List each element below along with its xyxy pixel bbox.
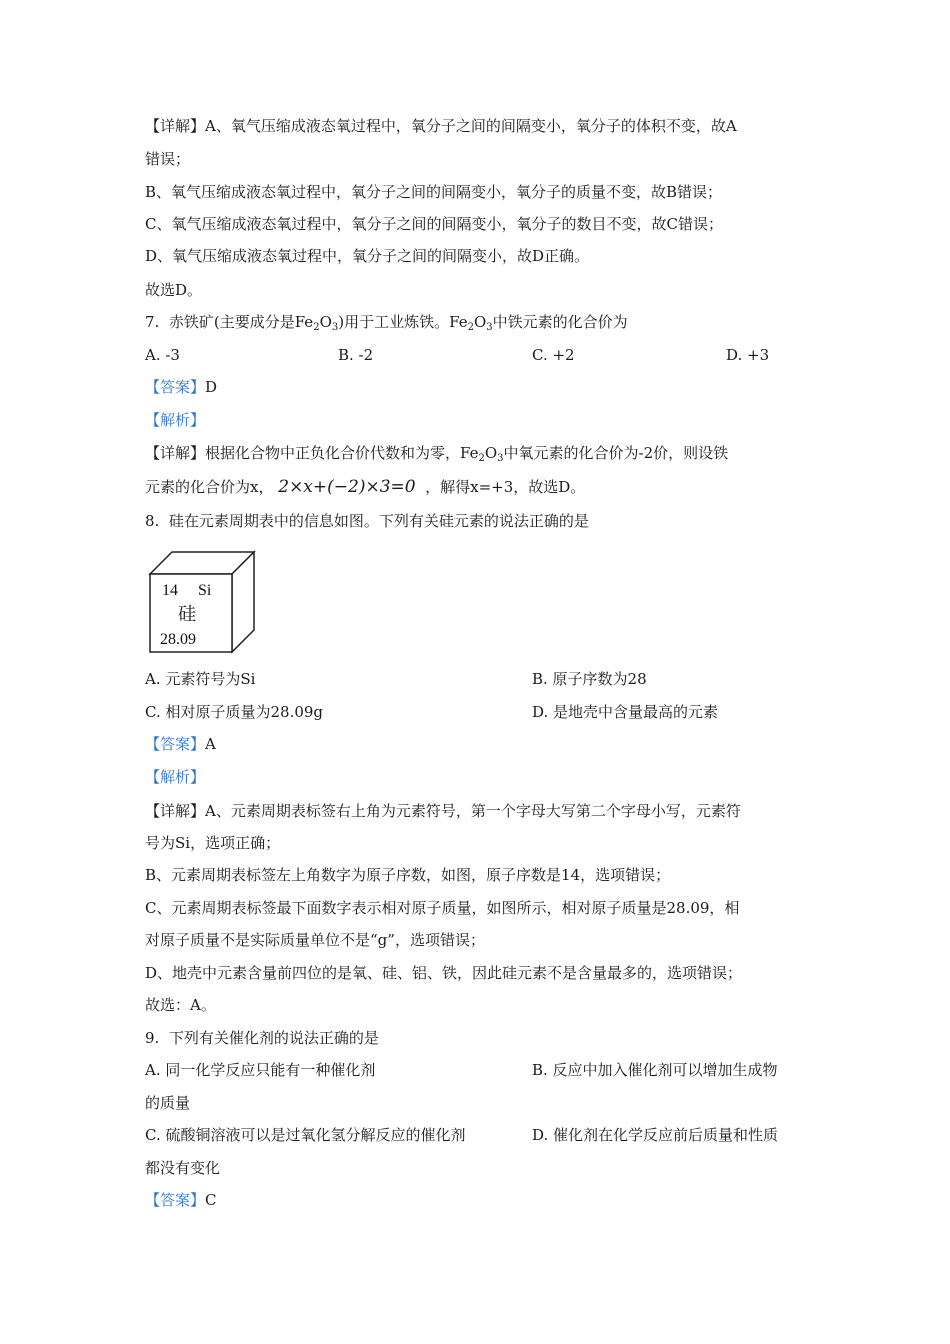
q7-option-a: A. -3 (145, 346, 180, 364)
q9-option-d-cont: 都没有变化 (145, 1159, 221, 1177)
q8-detail-b: B、元素周期表标签左上角数字为原子序数，如图，原子序数是14，选项错误； (145, 866, 671, 884)
q8-option-d: D. 是地壳中含量最高的元素 (532, 703, 719, 721)
q6-detail-c: C、氧气压缩成液态氧过程中，氧分子之间的间隔变小，氧分子的数目不变，故C错误； (145, 215, 723, 233)
answer-tag: 【答案】 (145, 1191, 206, 1209)
q8-detail-line-1: 【详解】A、元素周期表标签右上角为元素符号，第一个字母大写第二个字母小写，元素符 (145, 802, 741, 820)
q8-detail-c2: 对原子质量不是实际质量单位不是“g”，选项错误； (145, 931, 485, 949)
atomic-mass: 28.09 (160, 631, 196, 648)
q8-detail-line-2: 号为Si，选项正确； (145, 834, 281, 852)
q6-detail-line-1: 【详解】A、氧气压缩成液态氧过程中，氧分子之间的间隔变小，氧分子的体积不变，故A (145, 117, 737, 135)
element-symbol: Si (198, 582, 212, 599)
q8-answer: 【答案】A (145, 735, 216, 753)
q8-analysis-tag: 【解析】 (145, 768, 206, 786)
detail-tag: 【详解】 (145, 444, 206, 462)
q7-option-d: D. +3 (726, 346, 770, 364)
q8-conclusion: 故选：A。 (145, 996, 216, 1014)
q6-detail-b: B、氧气压缩成液态氧过程中，氧分子之间的间隔变小，氧分子的质量不变，故B错误； (145, 183, 723, 201)
q8-option-a: A. 元素符号为Si (145, 670, 256, 688)
q7-detail-line-1: 【详解】根据化合物中正负化合价代数和为零，$Fe_2O_3$中氧元素的化合价为-2价，则设铁 (145, 444, 729, 464)
q8-stem: 8. 硅在元素周期表中的信息如图。下列有关硅元素的说法正确的是 (145, 512, 589, 530)
q9-option-b-cont: 的质量 (145, 1094, 191, 1112)
q7-analysis-tag: 【解析】 (145, 411, 206, 429)
q9-option-c: C. 硫酸铜溶液可以是过氧化氢分解反应的催化剂 (145, 1126, 466, 1144)
atomic-number: 14 (162, 582, 178, 599)
element-name: 硅 (178, 604, 196, 625)
q9-answer: 【答案】C (145, 1191, 217, 1209)
detail-tag: 【详解】 (145, 117, 206, 135)
q7-option-b: B. -2 (338, 346, 374, 364)
q9-stem: 9. 下列有关催化剂的说法正确的是 (145, 1029, 379, 1047)
element-tile-graphic (148, 548, 258, 654)
q6-detail-line-2: 错误； (145, 150, 191, 168)
q8-detail-c1: C、元素周期表标签最下面数字表示相对原子质量，如图所示，相对原子质量是28.09，相 (145, 899, 740, 917)
q7-answer: 【答案】D (145, 378, 218, 396)
q7-detail-line-2: 元素的化合价为x， 2×x+(−2)×3=0 ，解得x=+3，故选D。 (145, 477, 586, 497)
q8-option-c: C. 相对原子质量为28.09g (145, 703, 324, 721)
q8-detail-d: D、地壳中元素含量前四位的是氧、硅、铝、铁，因此硅元素不是含量最多的，选项错误； (145, 964, 743, 982)
q6-detail-d: D、氧气压缩成液态氧过程中，氧分子之间的间隔变小，故D正确。 (145, 247, 590, 265)
q9-option-b: B. 反应中加入催化剂可以增加生成物 (532, 1061, 778, 1079)
q9-option-a: A. 同一化学反应只能有一种催化剂 (145, 1061, 376, 1079)
answer-tag: 【答案】 (145, 378, 206, 396)
answer-tag: 【答案】 (145, 735, 206, 753)
q6-conclusion: 故选D。 (145, 281, 203, 299)
q9-option-d: D. 催化剂在化学反应前后质量和性质 (532, 1126, 779, 1144)
q7-stem: 7. 赤铁矿(主要成分是$Fe_2O_3$)用于工业炼铁。$Fe_2O_3$中铁元素的化合价为 (145, 313, 628, 333)
detail-tag: 【详解】 (145, 802, 206, 820)
q7-option-c: C. +2 (532, 346, 575, 364)
silicon-element-tile (148, 548, 258, 658)
q7-equation: 2×x+(−2)×3=0 (278, 477, 416, 497)
q8-option-b: B. 原子序数为28 (532, 670, 647, 688)
